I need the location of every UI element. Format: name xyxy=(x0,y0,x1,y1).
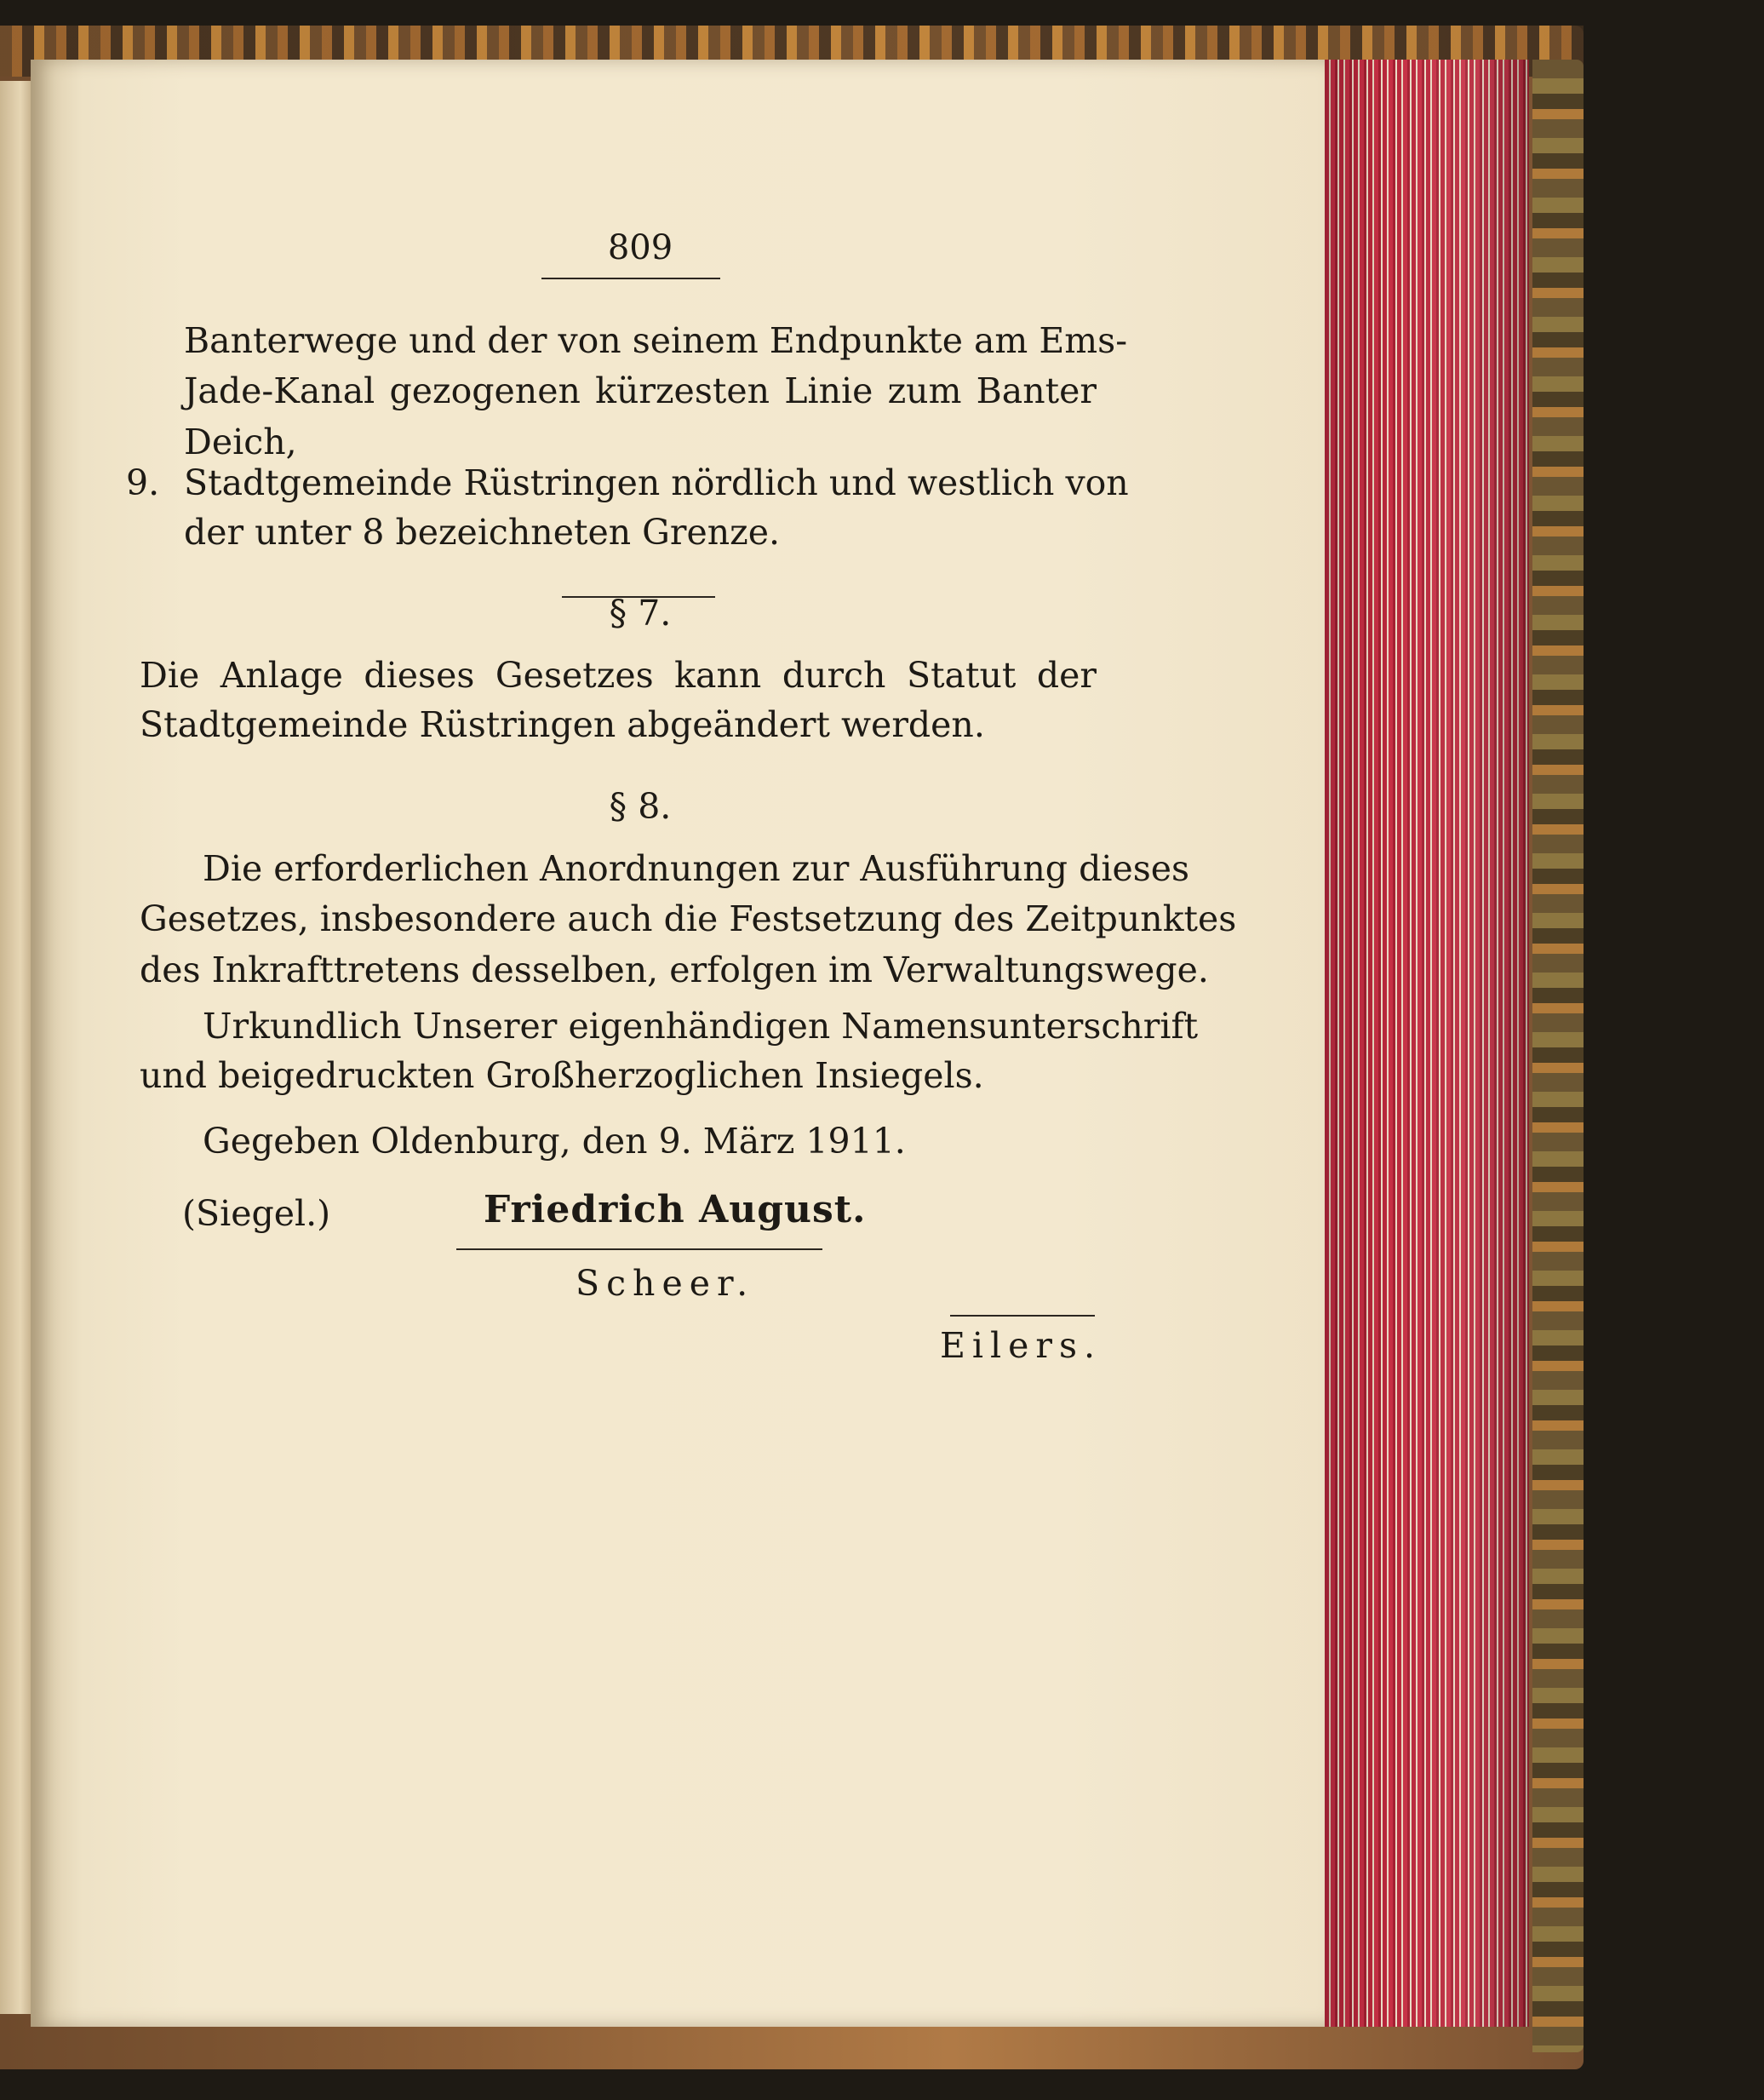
text-line: Die erforderlichen Anordnungen zur Ausführung dieses xyxy=(203,848,1190,889)
text-line: Deich, xyxy=(184,422,297,462)
text-line: Banterwege und der von seinem Endpunkte am Ems- xyxy=(184,320,1128,361)
text-line: und beigedruckten Großherzoglichen Insiegels. xyxy=(140,1055,984,1096)
header-rule xyxy=(541,278,720,279)
text-line: Urkundlich Unserer eigenhändigen Namensunterschrift xyxy=(203,1006,1199,1047)
edges-shade xyxy=(1325,60,1529,2027)
text-line: Jade-Kanal gezogenen kürzesten Linie zum Banter xyxy=(184,370,1097,411)
seal-label: (Siegel.) xyxy=(182,1193,331,1234)
text-line: des Inkrafttretens desselben, erfolgen im Verwaltungswege. xyxy=(140,950,1209,990)
page-number: 809 xyxy=(607,228,673,267)
book-page xyxy=(31,60,1325,2027)
signature-rule xyxy=(456,1248,822,1250)
text-line: Stadtgemeinde Rüstringen abgeändert werden. xyxy=(140,704,985,745)
section-heading-8: § 8. xyxy=(609,786,672,827)
signature-scheer: Scheer. xyxy=(576,1263,755,1304)
signature-friedrich-august: Friedrich August. xyxy=(484,1188,867,1231)
cover-marbled-edge xyxy=(1532,60,1584,2052)
signature-eilers: Eilers. xyxy=(940,1325,1102,1366)
text-line: Die Anlage dieses Gesetzes kann durch Statut der xyxy=(140,655,1097,696)
text-line: der unter 8 bezeichneten Grenze. xyxy=(184,512,781,553)
text-line: Gesetzes, insbesondere auch die Festsetzung des Zeitpunktes xyxy=(140,898,1237,939)
section-heading-7: § 7. xyxy=(609,593,672,634)
item-number: 9. xyxy=(126,462,160,503)
signature-rule-2 xyxy=(950,1315,1095,1317)
facing-page-edge xyxy=(0,81,34,2014)
date-line: Gegeben Oldenburg, den 9. März 1911. xyxy=(203,1121,906,1162)
text-line: Stadtgemeinde Rüstringen nördlich und westlich von xyxy=(184,462,1129,503)
